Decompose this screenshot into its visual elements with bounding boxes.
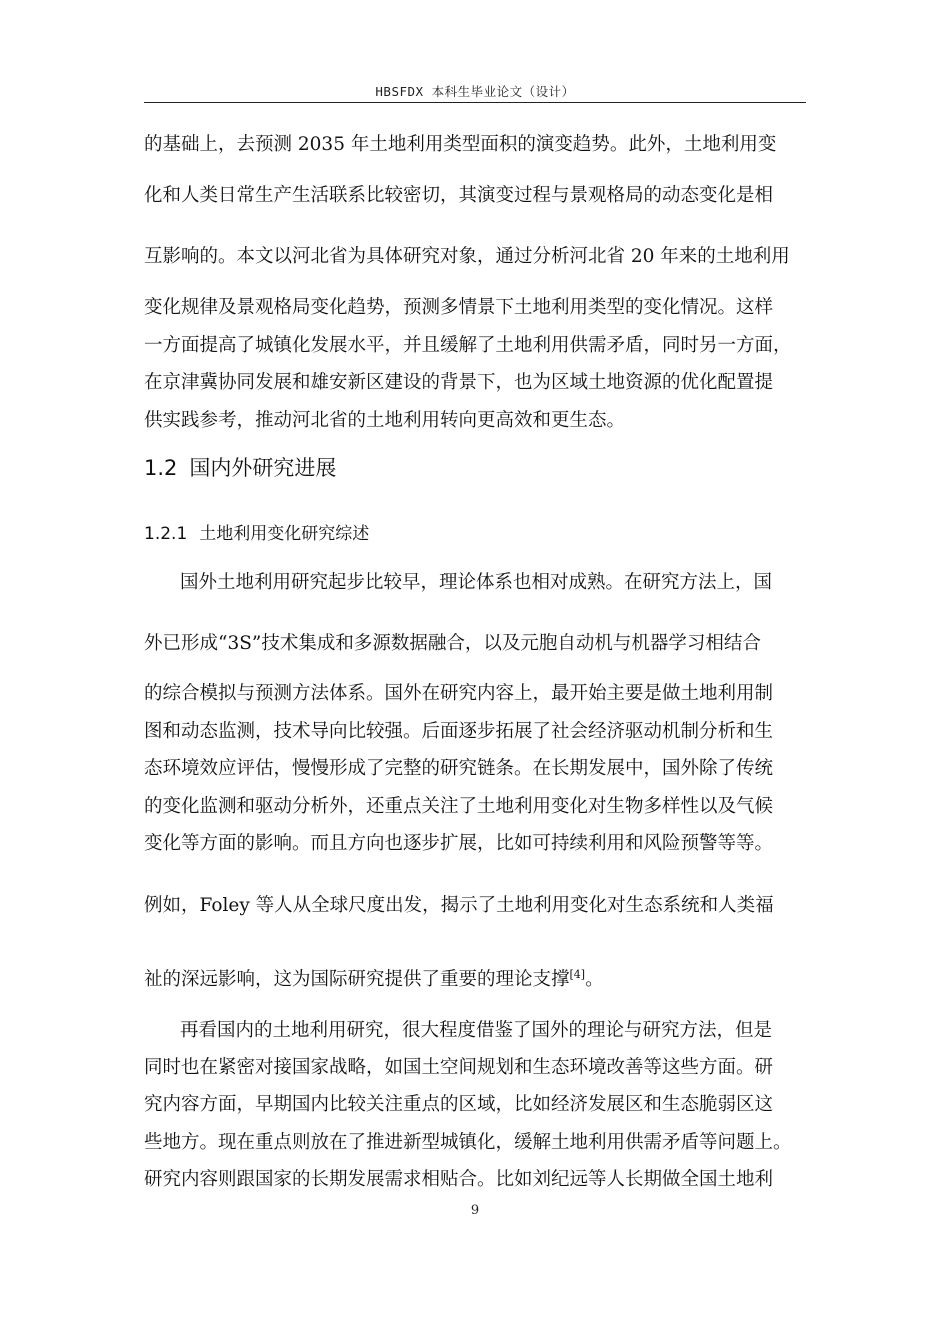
citation-marker: [4]: [569, 967, 586, 981]
running-header: HBSFDX 本科生毕业论文（设计）: [144, 82, 806, 103]
paragraph-2-line-2: 外已形成“3S”技术集成和多源数据融合，以及元胞自动机与机器学习相结合: [144, 633, 761, 654]
paragraph-1-line-7: 供实践参考，推动河北省的土地利用转向更高效和更生态。: [144, 410, 626, 431]
paragraph-3-line-5: 研究内容则跟国家的长期发展需求相贴合。比如刘纪远等人长期做全国土地利: [144, 1169, 774, 1190]
paragraph-2-line-3: 的综合模拟与预测方法体系。国外在研究内容上，最开始主要是做土地利用制: [144, 683, 774, 704]
paragraph-1-line-3: 互影响的。本文以河北省为具体研究对象，通过分析河北省 20 年来的土地利用: [144, 246, 790, 267]
paragraph-1-line-1: 的基础上，去预测 2035 年土地利用类型面积的演变趋势。此外，土地利用变: [144, 134, 777, 155]
paragraph-3-line-3: 究内容方面，早期国内比较关注重点的区域，比如经济发展区和生态脆弱区这: [144, 1094, 774, 1115]
section-number: 1.2: [144, 456, 178, 480]
paragraph-2-line-8: 例如，Foley 等人从全球尺度出发，揭示了土地利用变化对生态系统和人类福: [144, 895, 774, 916]
subsection-heading: [144, 522, 369, 546]
paragraph-1-line-5: 一方面提高了城镇化发展水平，并且缓解了土地利用供需矛盾，同时另一方面，: [144, 335, 792, 356]
paragraph-1-line-2: 化和人类日常生产生活联系比较密切，其演变过程与景观格局的动态变化是相: [144, 185, 774, 206]
paragraph-1-line-4: 变化规律及景观格局变化趋势，预测多情景下土地利用类型的变化情况。这样: [144, 297, 774, 318]
paragraph-3-line-1: 再看国内的土地利用研究，很大程度借鉴了国外的理论与研究方法，但是: [180, 1020, 773, 1041]
paragraph-2-line-5: 态环境效应评估，慢慢形成了完整的研究链条。在长期发展中，国外除了传统: [144, 758, 774, 779]
paragraph-3-line-4: 些地方。现在重点则放在了推进新型城镇化，缓解土地利用供需矛盾等问题上。: [144, 1132, 792, 1153]
paragraph-2-line-4: 图和动态监测，技术导向比较强。后面逐步拓展了社会经济驱动机制分析和生: [144, 721, 774, 742]
subsection-number: 1.2.1: [144, 524, 188, 544]
paragraph-2-line-9: [144, 968, 604, 992]
section-title: 国内外研究进展: [189, 456, 337, 480]
paragraph-2-line-9-text: 祉的深远影响，这为国际研究提供了重要的理论支撑: [144, 969, 570, 990]
section-heading: [144, 454, 336, 482]
page-number: 9: [470, 1203, 480, 1218]
paragraph-2-line-1: 国外土地利用研究起步比较早，理论体系也相对成熟。在研究方法上，国: [180, 572, 773, 593]
paragraph-3-line-2: 同时也在紧密对接国家战略，如国土空间规划和生态环境改善等这些方面。研: [144, 1057, 774, 1078]
paragraph-2-line-7: 变化等方面的影响。而且方向也逐步扩展，比如可持续利用和风险预警等等。: [144, 833, 774, 854]
subsection-title: 土地利用变化研究综述: [199, 524, 370, 544]
paragraph-2-line-9-end: 。: [585, 969, 604, 990]
paragraph-2-line-6: 的变化监测和驱动分析外，还重点关注了土地利用变化对生物多样性以及气候: [144, 796, 774, 817]
paragraph-1-line-6: 在京津冀协同发展和雄安新区建设的背景下，也为区域土地资源的优化配置提: [144, 372, 774, 393]
